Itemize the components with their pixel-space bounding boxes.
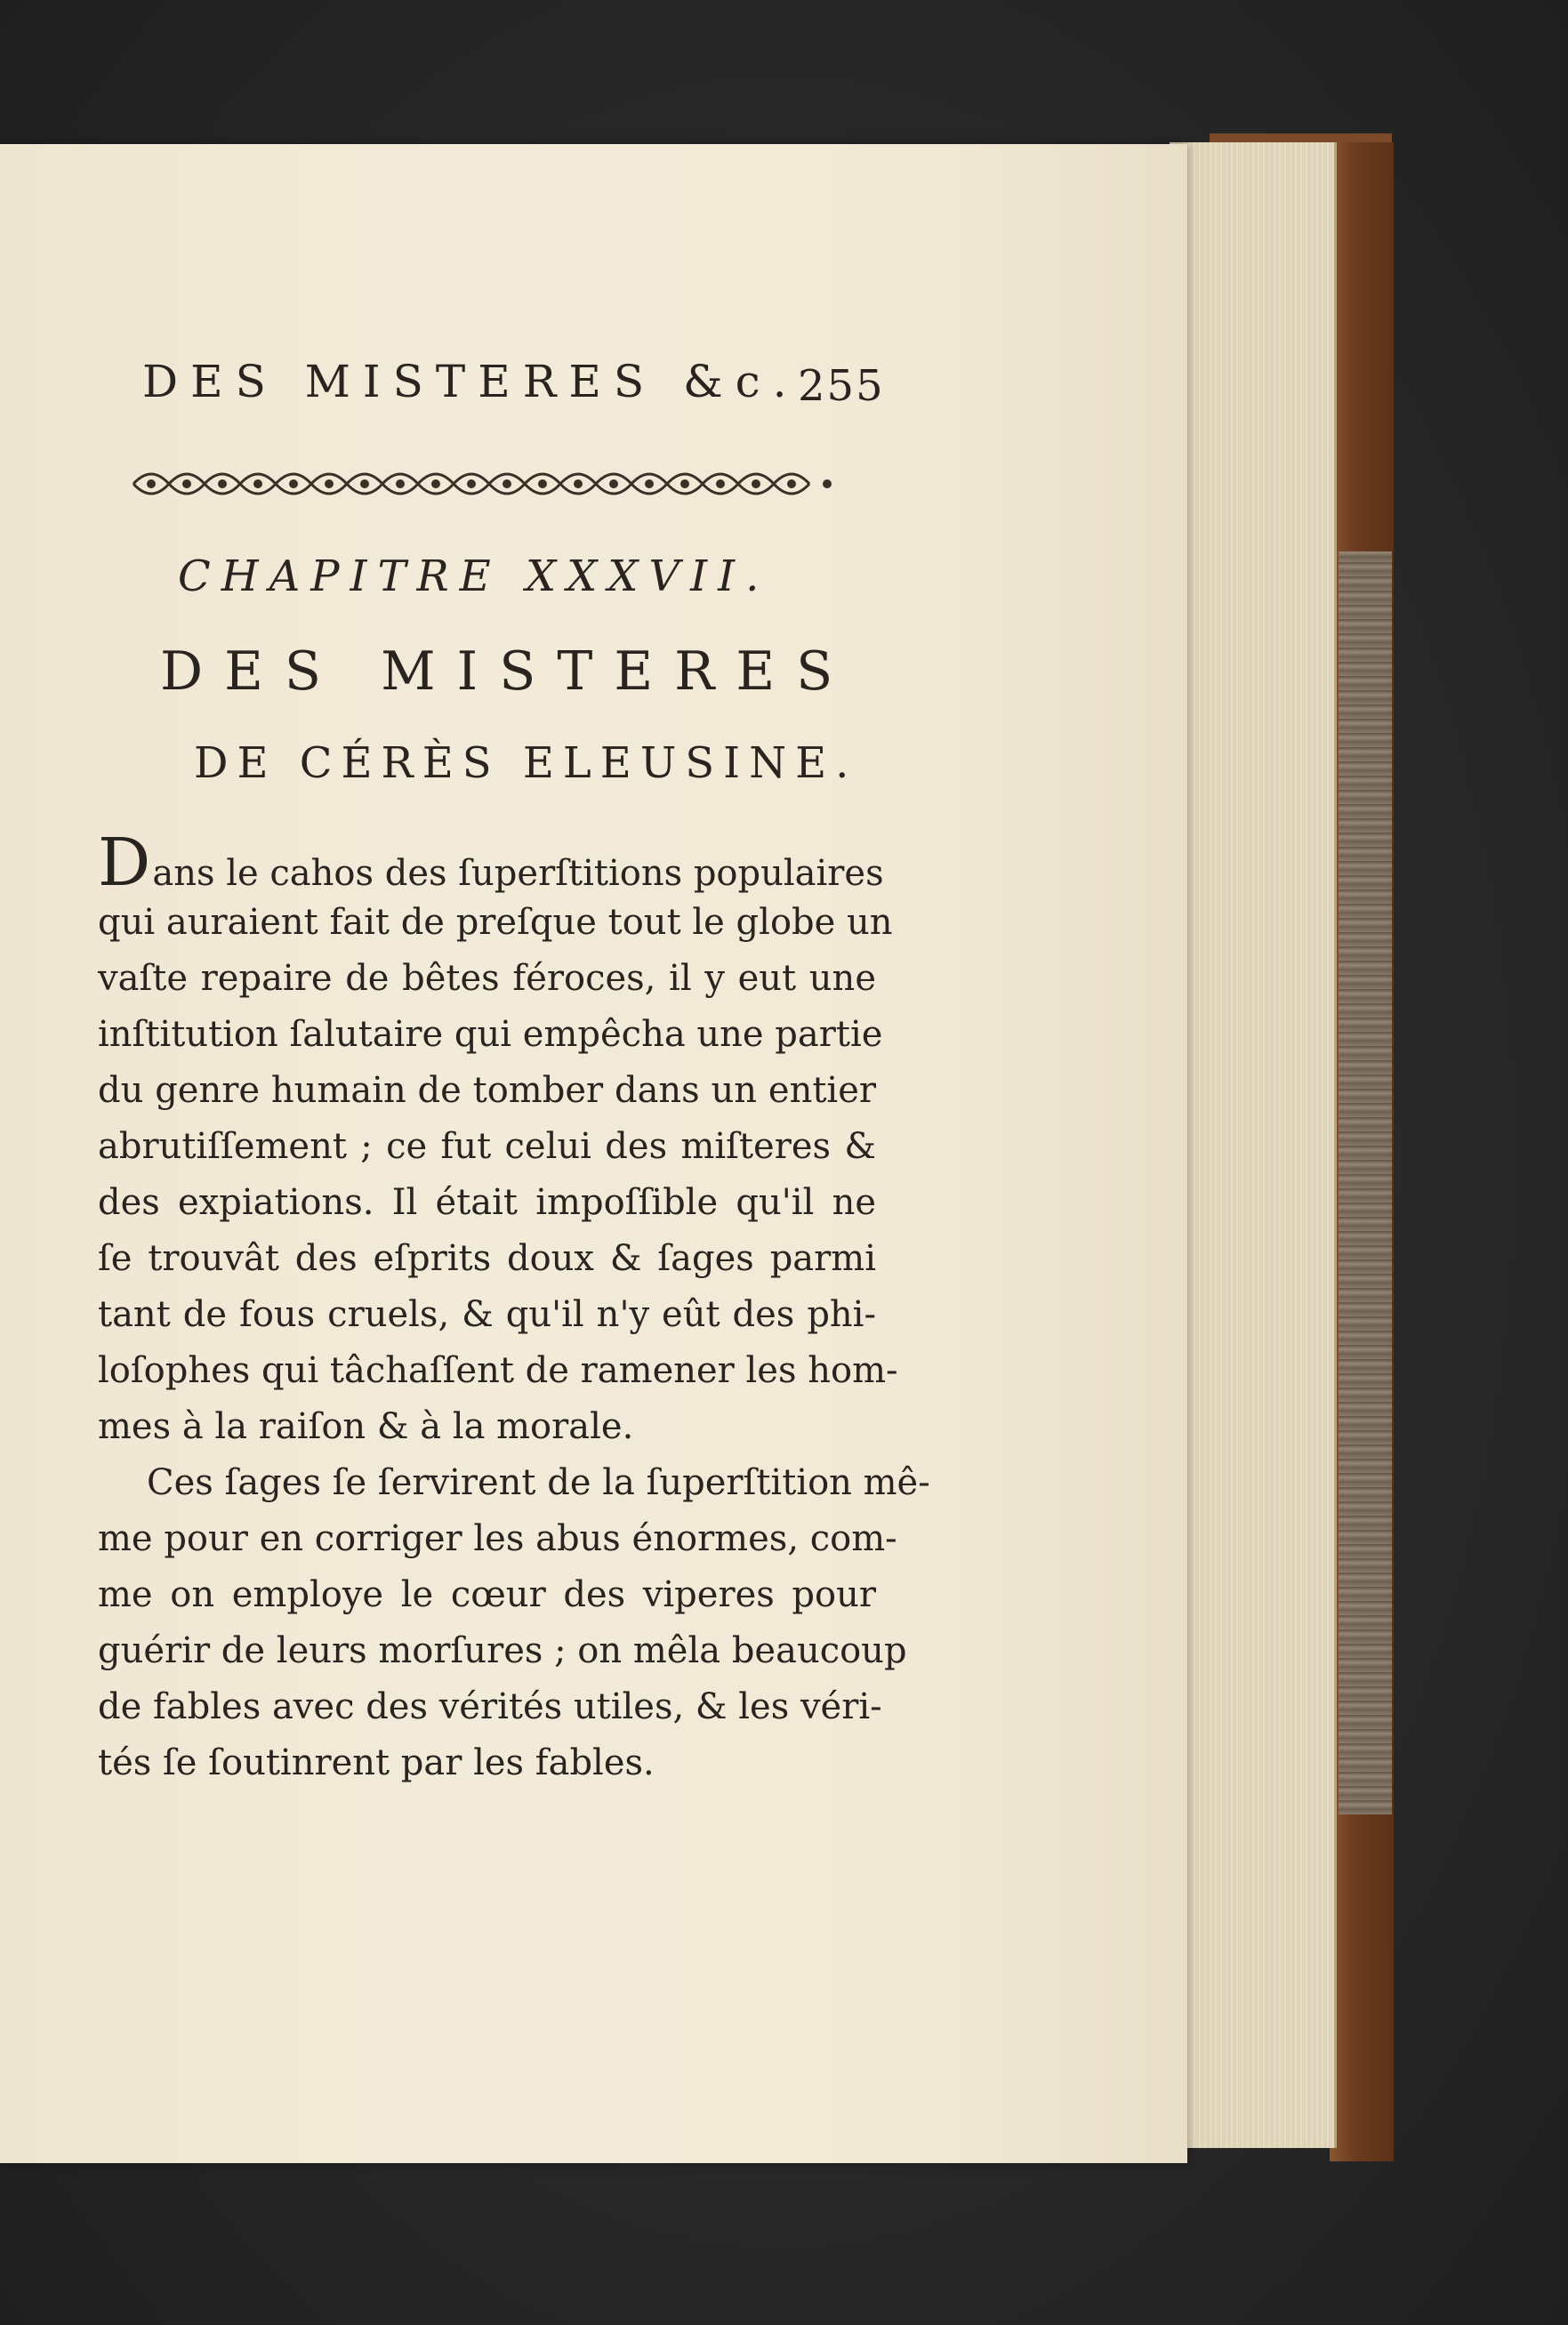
paragraph-1-line: qui auraient fait de preſque tout le globe un xyxy=(98,902,893,943)
paragraph-1-line: abrutiſſement ; ce fut celui des miſteres & xyxy=(98,1126,876,1167)
first-line-text: ans le cahos des ſuperſtitions populaires xyxy=(152,853,884,894)
paragraph-2-line: me on employe le cœur des viperes pour xyxy=(98,1574,876,1615)
paragraph-1-line: inſtitution ſalutaire qui empêcha une partie xyxy=(98,1014,883,1055)
paragraph-1-last-line: mes à la raiſon & à la morale. xyxy=(98,1406,634,1447)
ornament-band xyxy=(129,463,840,505)
paragraph-2-line: me pour en corriger les abus énormes, com- xyxy=(98,1518,897,1559)
paragraph-2-last-line: tés ſe ſoutinrent par les fables. xyxy=(98,1742,655,1783)
chapter-heading: CHAPITRE XXXVII. xyxy=(178,551,770,601)
paragraph-1-line-1 xyxy=(98,825,884,901)
chapter-title-line-2: DE CÉRÈS ELEUSINE. xyxy=(194,738,858,788)
body-text xyxy=(98,825,930,1791)
paragraph-1-line: du genre humain de tomber dans un entier xyxy=(98,1070,876,1111)
paragraph-1-line: tant de fous cruels, & qu'il n'y eût des phi- xyxy=(98,1294,876,1335)
paragraph-1-line: des expiations. Il était impoſſible qu'il ne xyxy=(98,1182,876,1223)
paragraph-2-line: guérir de leurs morſures ; on mêla beaucoup xyxy=(98,1630,907,1671)
running-head: DES MISTERES &c. xyxy=(142,356,800,407)
page-block-edge xyxy=(1170,142,1337,2148)
chapter-title-line-1: DES MISTERES xyxy=(160,640,855,703)
page-number: 255 xyxy=(798,361,885,411)
paragraph-1-line: vaſte repaire de bêtes féroces, il y eut une xyxy=(98,958,876,999)
paragraph-1-line: loſophes qui tâchaſſent de ramener les hom- xyxy=(98,1350,898,1391)
drop-cap: D xyxy=(98,825,151,901)
book-cover-marbling xyxy=(1339,551,1392,1814)
paragraph-1-line: ſe trouvât des eſprits doux & ſages parmi xyxy=(98,1238,876,1279)
paragraph-2-line: de fables avec des vérités utiles, & les véri- xyxy=(98,1686,882,1727)
paragraph-2-line: Ces ſages ſe ſervirent de la ſuperſtition mê- xyxy=(147,1462,930,1503)
